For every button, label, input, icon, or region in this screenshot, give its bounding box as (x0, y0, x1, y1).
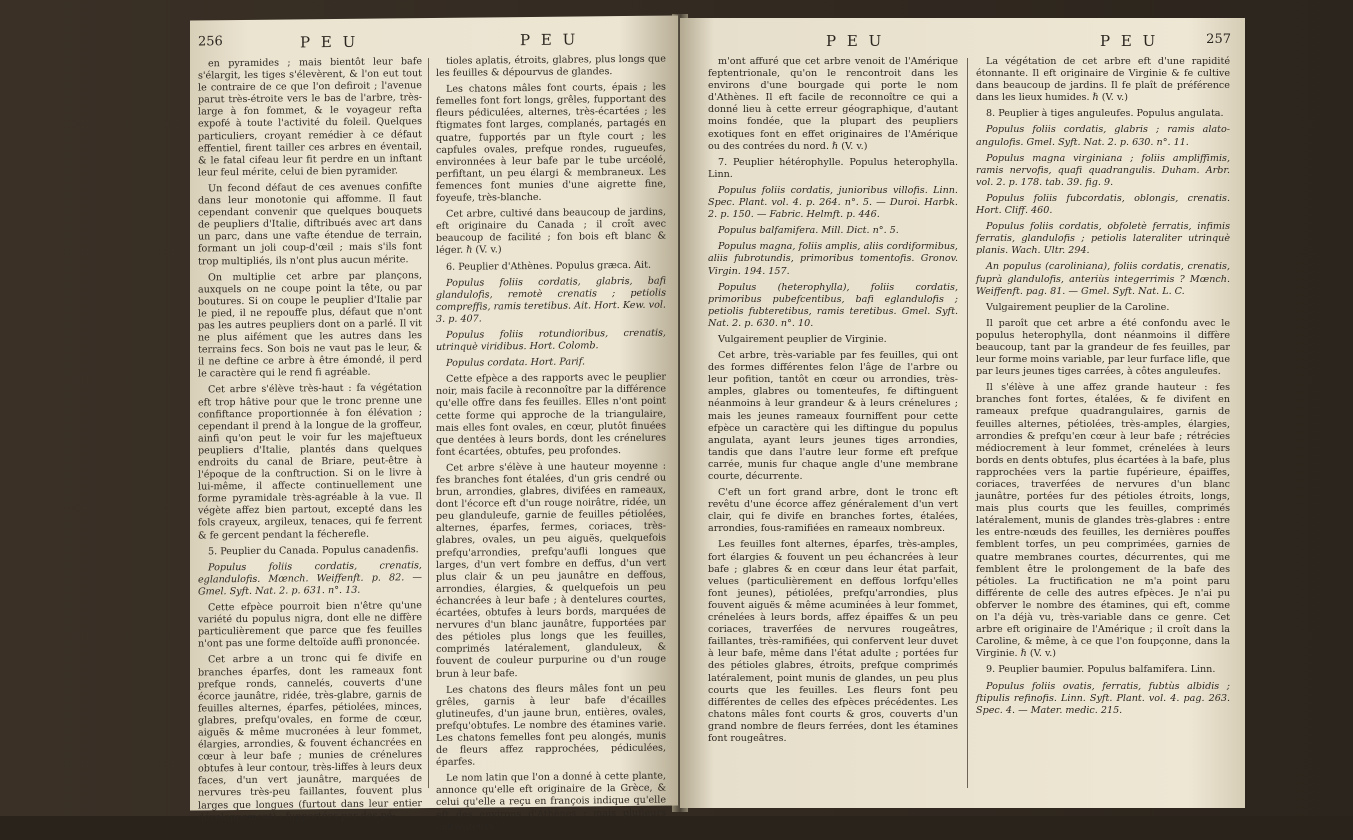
paragraph: 8. Peuplier à tiges anguleufes. Populus angulata. (986, 108, 1224, 120)
paragraph: Cet arbre a un tronc qui fe divife en branches éparfes, dont les rameaux font prefque ronds, cannelés, couverts d'une écorce jaunâtre, ridée, très-glabre, garnis de feuilles alternes, éparfes, pétiolées, minces, glabres, prefqu'ovales, en forme de cœur, aiguës & même mucronées à leur fommet, élargies, arrondies, & fouvent échancrées en cœur à leur bafe ; munies de crénelures obtufes à leur contour, très-liffes à leurs deux faces, d'un vert jaunâtre, marquées de nervures très-peu faillantes, fouvent plus larges que longues (furtout dans leur entier développement) ; fupportées par des pé- (198, 652, 422, 824)
paragraph: Les chatons des fleurs mâles font un peu grêles, garnis à leur bafe d'écailles glutineufes, d'un jaune brun, entières, ovales, prefqu'obtufes. Le nombre des étamines varie. Les chatons femelles font peu alongés, munis de fleurs affez rapprochées, pédiculées, éparfes. (436, 682, 666, 769)
paragraph: Populus foliis cordatis, glabris ; ramis alato-angulofis. Gmel. Syft. Nat. 2. p. 630. n°. 11. (976, 124, 1230, 148)
left-page (190, 15, 678, 833)
paragraph: Il s'élève à une affez grande hauteur : fes branches font fortes, étalées, & fe divifent en rameaux prefque quadrangulaires, garnis de feuilles alternes, pétiolées, très-amples, élargies, arrondies & prefqu'en cœur à leur bafe ; rétrécies médiocrement à leur fommet, crénelées à leurs bords en dents obtufes, plus écartées à la bafe, plus rapprochées vers la partie fupérieure, épaiffes, coriaces, traverfées de nervures d'un blanc jaunâtre, portées fur des pétioles étroits, longs, mais plus courts que les feuilles, comprimés latéralement, munis de glandes très-glabres : entre les entre-nœuds des feuilles, les dernières pouffes femblent torfes, un peu comprimées, garnies de quatre membranes courtes, décurrentes, qui me femblent être le prolongement de la bafe des pétioles. La fructification ne m'a point paru différente de celle des autres efpèces. Je n'ai pu obferver le nombre des étamines, qui eft, comme on l'a déjà vu, très-variable dans ce genre. Cet arbre eft originaire de l'Amérique ; il croît dans la Caroline, & même, à ce que l'on foupçonne, dans la Virginie. ℏ (V. v.) (976, 382, 1230, 660)
paragraph: Un fecond défaut de ces avenues confifte dans leur monotonie qui affomme. Il faut cependant convenir que quelques bouquets de peupliers d'Italie, diftribués avec art dans un parc, dans une vafte étendue de terrain, formant un joli coup-d'œil ; mais s'ils font trop multipliés, ils n'ont plus aucun mérite. (198, 181, 422, 267)
paragraph: C'eft un fort grand arbre, dont le tronc eft revêtu d'une écorce affez généralement d'un vert clair, qui fe divife en branches fortes, étalées, arrondies, fous-ramifiées en rameaux nombreux. (708, 487, 958, 535)
paragraph: 6. Peuplier d'Athènes. Populus græca. Ait. (446, 259, 652, 273)
paragraph: 5. Peuplier du Canada. Populus canadenfis. (208, 543, 419, 558)
paragraph: Populus foliis ovatis, ferratis, fubtùs albidis ; ftipulis refinofis. Linn. Syft. Plant. vol. 4. pag. 263. Spec. 4. — Mater. medic. 215. (976, 680, 1230, 716)
paragraph: Populus magna virginiana ; foliis ampliffimis, ramis nervofis, quafi quadrangulis. Duham. Arbr. vol. 2. p. 178. tab. 39. fig. 9. (976, 152, 1230, 188)
paragraph: Populus magna, foliis amplis, aliis cordiformibus, aliis fubrotundis, primoribus tomentofis. Gronov. Virgin. 194. 157. (708, 241, 958, 277)
column-rule (428, 58, 429, 788)
running-head: P E U (826, 32, 885, 50)
paragraph: Cet arbre, très-variable par fes feuilles, qui ont des formes différentes felon l'âge de l'arbre ou leur pofition, tantôt en cœur ou arrondies, très-amples, glabres ou tomenteufes, fe diftinguent néanmoins à leur grandeur & à leurs crénelures ; mais les jeunes rameaux fourniffent pour cette efpèce un caractère qui les diftingue du populus angulata, ayant leurs jeunes tiges arrondies, tandis que dans l'autre leur forme eft prefque carrée, munis fur chaque angle d'une membrane courte, décurrente. (708, 350, 958, 482)
paragraph: Cet arbre s'élève très-haut : fa végétation eft trop hâtive pour que le tronc prenne une confiftance proportionnée à fon élévation ; cependant il prend à la longue de la groffeur, ainfi qu'on peut le voir fur les majeftueux peupliers d'Italie, plantés dans quelques endroits du canal de Briare, peut-être à l'époque de la conftruction. Si on le livre à lui-même, il affecte continuellement une forme pyramidale très-agréable à la vue. Il végète affez bien partout, excepté dans les fols crayeux, argileux, tenaces, qui fe ferrent & fe gercent pendant la fécherefle. (198, 382, 422, 542)
running-head: P E U (300, 32, 359, 52)
paragraph: Populus foliis cordatis, glabris, bafi glandulofis, remotè crenatis ; petiolis compreffis, ramis teretibus. Ait. Hort. Kew. vol. 3. p. 407. (436, 275, 666, 325)
paragraph: Populus foliis cordatis, crenatis, eglandulofis. Mœnch. Weiffenft. p. 82. — Gmel. Syft. Nat. 2. p. 631. n°. 13. (198, 559, 422, 598)
paragraph: Populus (heterophylla), foliis cordatis, primoribus pubefcentibus, bafi eglandulofis ; petiolis fubteretibus, ramis teretibus. Gmel. Syft. Nat. 2. p. 630. n°. 10. (708, 281, 958, 329)
paragraph: 7. Peuplier hétérophylle. Populus heterophylla. Linn. (708, 156, 958, 180)
column-rule (967, 58, 968, 788)
paragraph: en pyramides ; mais bientôt leur bafe s'élargit, les tiges s'élevèrent, & l'on eut tout le contraire de ce que l'on defiroit ; l'avenue parut très-étroite vers le bas de l'arbre, très-large à fon fommet, & le voyageur refta expofé à toute l'activité du foleil. Quelques particuliers, croyant remédier à ce défaut effentiel, firent tailler ces arbres en éventail, & le fatal cifeau leur fit perdre en un inftant leur feul mérite, celui de bien pyramider. (198, 56, 422, 179)
text-column-1 (198, 56, 422, 828)
paragraph: Cette efpèce pourroit bien n'être qu'une variété du populus nigra, dont elle ne diffère particulièrement que parce que fes feuilles n'ont pas une forme deltoïde auffi prononcée. (198, 600, 422, 650)
paragraph: Le nom latin que l'on a donné à cette plante, annonce qu'elle eft originaire de la Grèce, & celui qu'elle a reçu en françois indique qu'elle eft des environs d'Athènes ; mais plufieurs cultivateurs (436, 770, 666, 833)
paragraph: m'ont affuré que cet arbre venoit de l'Amérique feptentrionale, qu'on le rencontroit dans les environs d'une bourgade qui porte le nom d'Athènes. Il eft facile de reconnoître ce qui a donné lieu à cette erreur géographique, d'autant moins fondée, que la plupart des peupliers exotiques font en effet originaires de l'Amérique ou des contrées du nord. ℏ (V. v.) (708, 56, 958, 152)
paragraph: On multiplie cet arbre par plançons, auxquels on ne coupe point la tête, ou par boutures. Si on coupe le peuplier d'Italie par le pied, il ne repouffe plus, défaut que n'ont pas les autres peupliers dont on a parlé. Il vit ne plus aifément que les autres dans les terrains fecs. Son bois ne vaut pas le leur, & il ne deftine ce arbre à être émondé, il perd le caractère qui le rend fi agréable. (198, 269, 422, 380)
running-head: P E U (1100, 32, 1159, 50)
paragraph: 9. Peuplier baumier. Populus balfamifera. Linn. (986, 664, 1216, 676)
paragraph: Les chatons mâles font courts, épais ; les femelles font fort longs, grêles, fupportant des fleurs pédiculées, alternes, très-écartées ; les ftigmates font larges, complanés, partagés en quatre, fupportés par un ftyle court ; les capfules ovales, prefque rondes, rugueufes, environnées à leur bafe par le tube urcéolé, perfiftant, un peu élargi & membraneux. Les femences font munies d'une aigrette fine, foyeufe, très-blanche. (436, 81, 666, 205)
paragraph: Populus cordata. Hort. Parif. (446, 356, 585, 370)
paragraph: Vulgairement peuplier de la Caroline. (986, 301, 1170, 313)
paragraph: Les feuilles font alternes, éparfes, très-amples, fort élargies & fouvent un peu échancrées à leur bafe ; glabres & en cœur dans leur état parfait, velues (particulièrement en deffous lorfqu'elles font jeunes), pétiolées, prefqu'arrondies, plus fouvent aiguës & même acuminées à leur fommet, crénelées à leurs bords, affez épaiffes & un peu coriaces, traverfées de nervures rougeâtres, faillantes, très-ramifiées, qui confervent leur duvet à leur bafe, même dans l'état adulte ; portées fur des pétioles glabres, étroits, prefque comprimés latéralement, point munis de glandes, un peu plus courts que les feuilles. Les fleurs font peu différentes de celles des efpèces précédentes. Les chatons mâles font courts & gros, couverts d'un grand nombre de fleurs ferrées, dont les étamines font rougeâtres. (708, 539, 958, 744)
page-number: 256 (198, 34, 223, 50)
paragraph: La végétation de cet arbre eft d'une rapidité étonnante. Il eft originaire de Virginie & fe cultive dans beaucoup de jardins. Il fe plaît de préférence dans les lieux humides. ℏ (V. v.) (976, 56, 1230, 104)
text-column-2 (436, 54, 666, 838)
paragraph: An populus (caroliniana), foliis cordatis, crenatis, fuprà glandulofis, anteriùs integerrimis ? Mœnch. Weiffenft. pag. 81. — Gmel. Syft. Nat. L. C. (976, 261, 1230, 297)
page-number: 257 (1206, 32, 1231, 47)
paragraph: Cette efpèce a des rapports avec le peuplier noir, mais facile à reconnoître par la différence qu'elle offre dans fes feuilles. Elles n'ont point cette forme qui approche de la triangulaire, mais elles font ovales, en cœur, plutôt finuées que dentées à leurs bords, dont les crénelures font écartées, obtufes, peu profondes. (436, 371, 666, 458)
paragraph: tioles aplatis, étroits, glabres, plus longs que les feuilles & dépourvus de glandes. (436, 53, 666, 80)
text-column-1 (708, 56, 958, 749)
paragraph: Populus foliis cordatis, junioribus villofis. Linn. Spec. Plant. vol. 4. p. 264. n°. 5. — Duroi. Harbk. 2. p. 150. — Fabric. Helmft. p. 446. (708, 184, 958, 221)
right-page (680, 18, 1245, 808)
text-column-2 (976, 56, 1230, 721)
paragraph: Vulgairement peuplier de Virginie. (718, 333, 887, 345)
paragraph: Populus foliis cordatis, obfoletè ferratis, infimis ferratis, glandulofis ; petiolis lateraliter utrinquè planis. Wach. Ultr. 294. (976, 221, 1230, 257)
paragraph: Populus foliis rotundioribus, crenatis, utrinquè viridibus. Hort. Colomb. (436, 327, 666, 354)
paragraph: Il paroît que cet arbre a été confondu avec le populus heterophylla, dont néanmoins il diffère beaucoup, tant par la grandeur de fes feuilles, par leur forme moins variable, par leur furface lifle, que par leurs jeunes tiges carrées, à côtes anguleufes. (976, 317, 1230, 378)
running-head: P E U (520, 30, 579, 50)
paragraph: Populus balfamifera. Mill. Dict. n°. 5. (718, 225, 899, 237)
paragraph: Cet arbre s'élève à une hauteur moyenne : fes branches font étalées, d'un gris cendré ou brun, arrondies, glabres, divifées en rameaux, dont l'écorce eft d'un rouge noirâtre, ridée, un peu glanduleufe, garnie de feuilles pétiolées, alternes, éparfes, fermes, coriaces, très-glabres, ovales, un peu aiguës, quelquefois prefqu'arrondies, prefqu'aufli longues que larges, d'un vert fombre en deffus, d'un vert plus clair & un peu jaunâtre en deffous, arrondies, élargies, & quelquefois un peu échancrées à leur bafe ; à dentelures courtes, écartées, obtufes à leurs bords, marquées de nervures d'un blanc jaunâtre, fupportées par des pétioles plus longs que les feuilles, comprimés latéralement, glanduleux, & fouvent de couleur purpurine ou d'un rouge brun à leur bafe. (436, 460, 666, 680)
paragraph: Cet arbre, cultivé dans beaucoup de jardins, eft originaire du Canada ; il croît avec beaucoup de facilité ; fon bois eft blanc & léger. ℏ (V. v.) (436, 206, 666, 257)
paragraph: Populus foliis fubcordatis, oblongis, crenatis. Hort. Cliff. 460. (976, 192, 1230, 217)
